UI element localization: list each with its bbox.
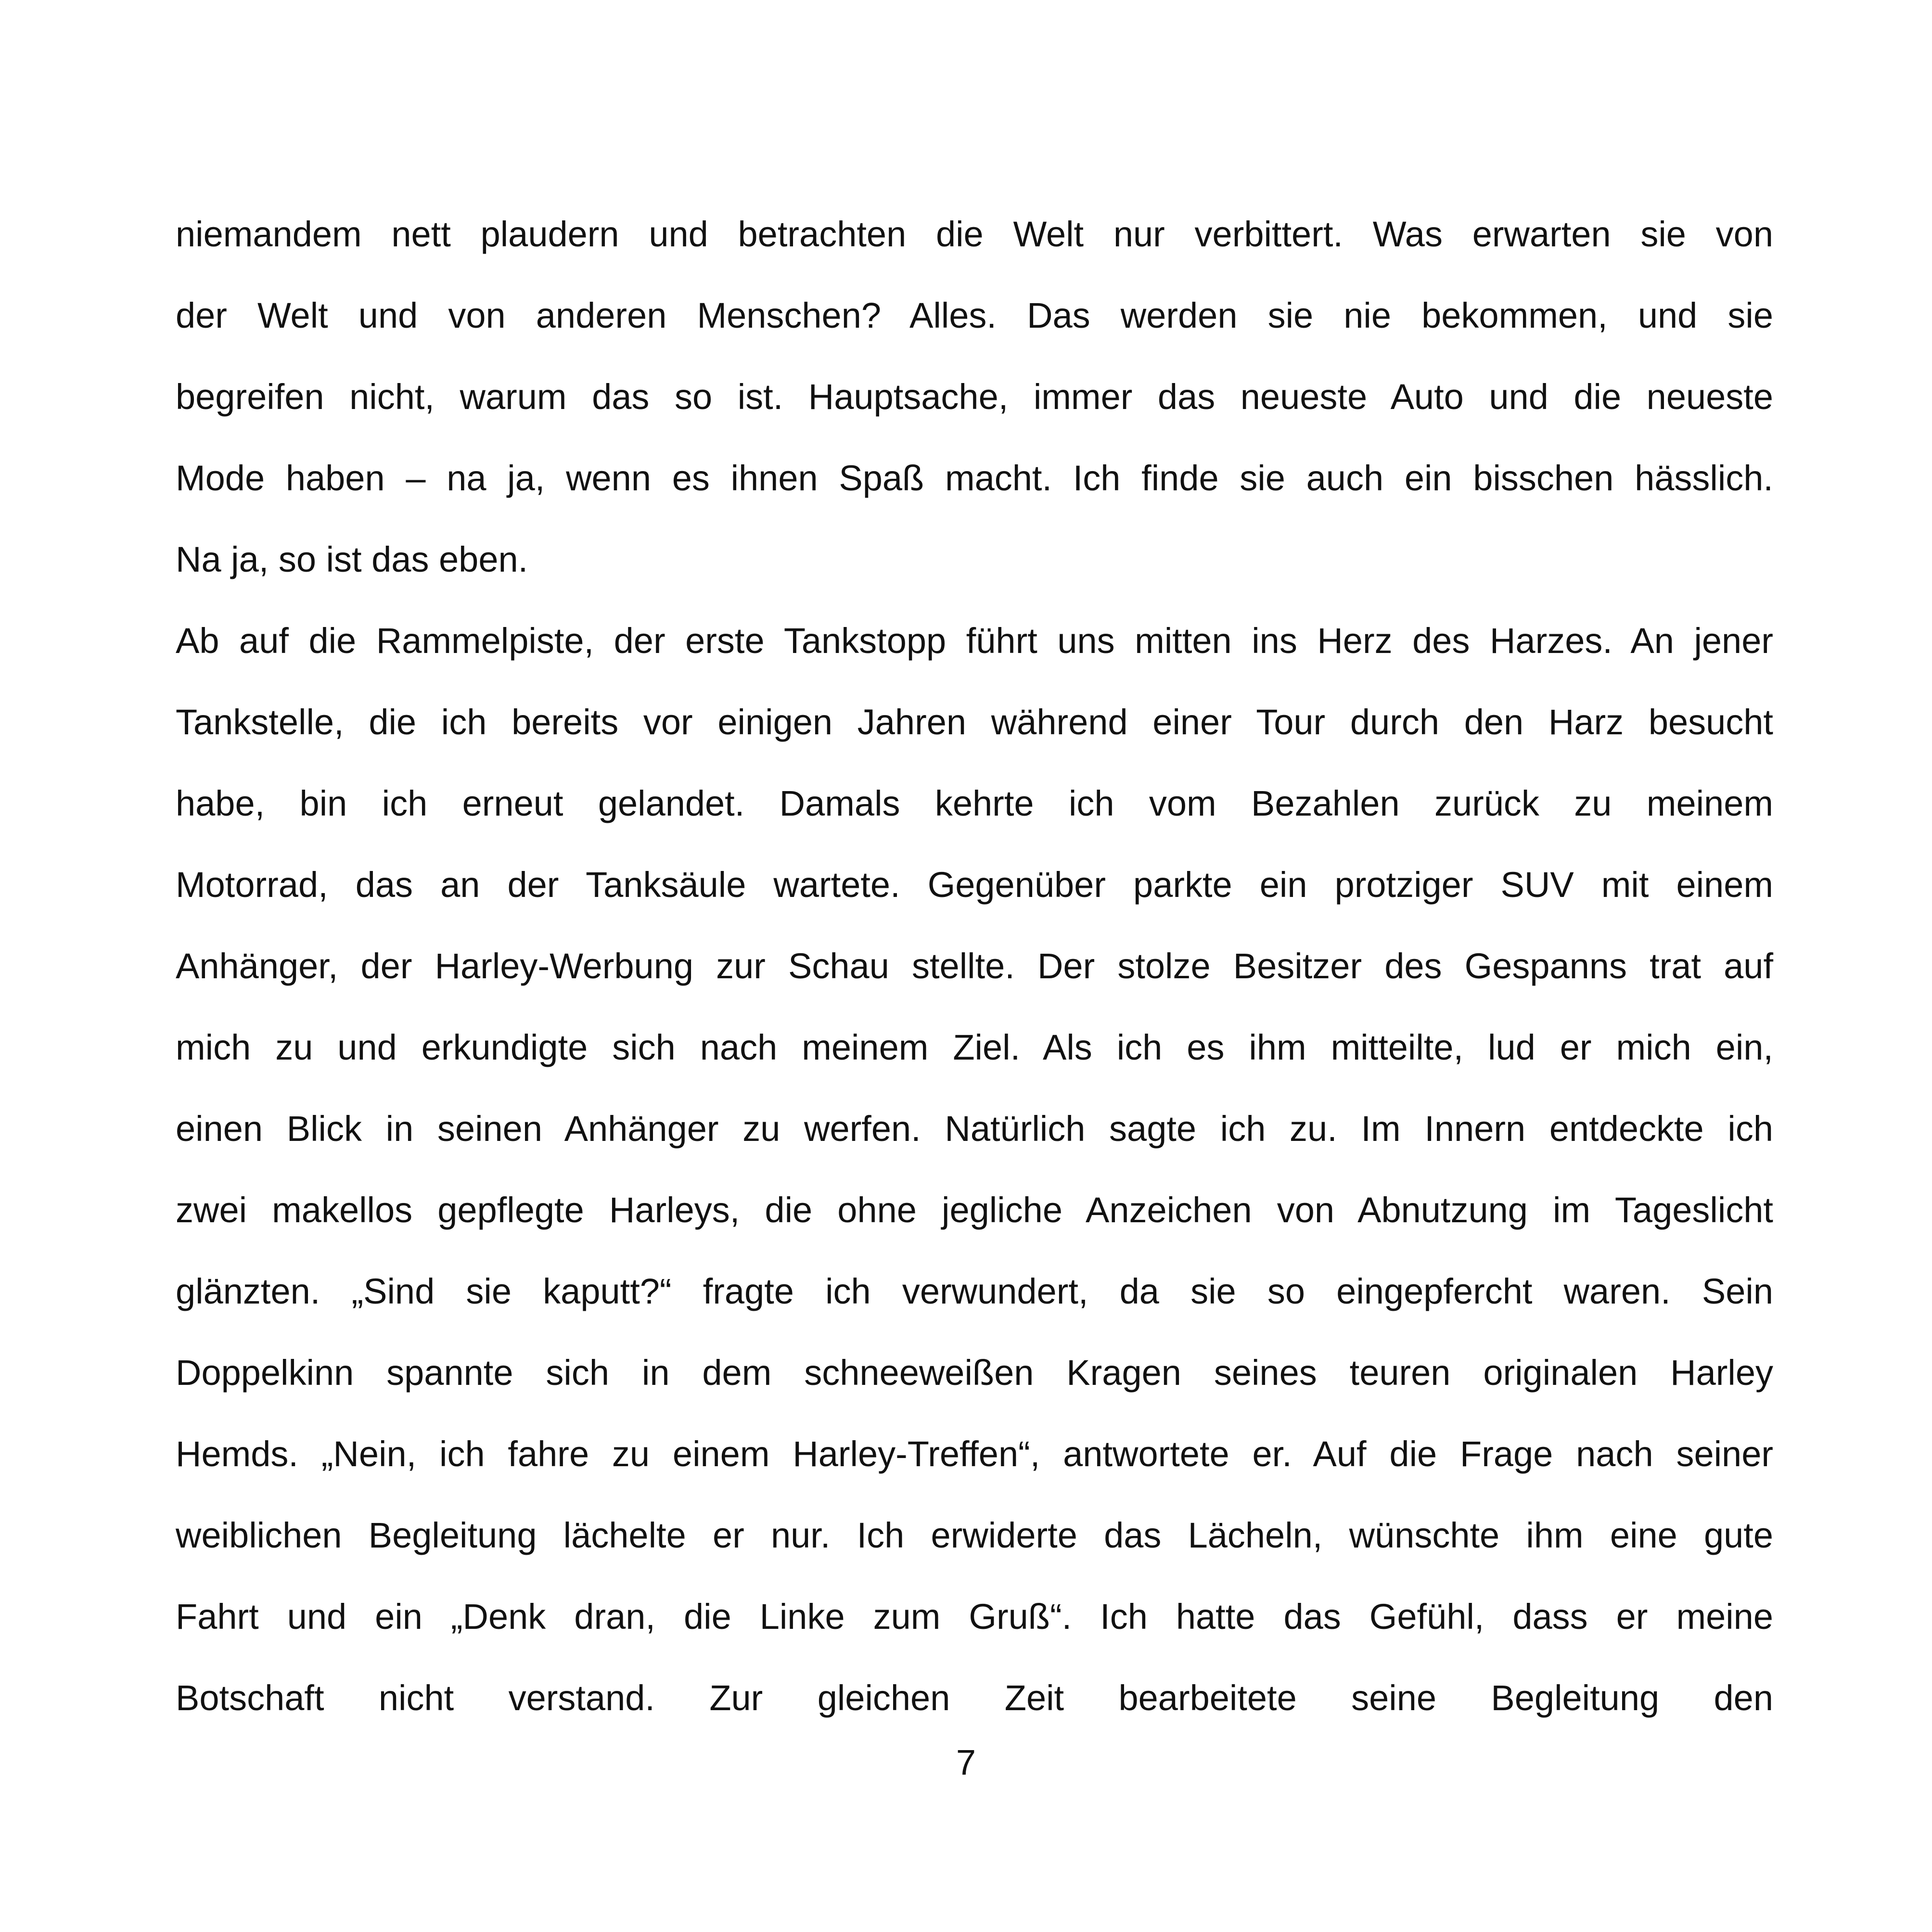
- text-line-8: habe, bin ich erneut gelandet. Damals kehrte ich vom Bezahlen zurück zu meinem: [176, 783, 1773, 823]
- body-text: [176, 193, 1773, 1739]
- text-line-2: der Welt und von anderen Menschen? Alles. Das werden sie nie bekommen, und sie: [176, 295, 1773, 335]
- text-line-10: Anhänger, der Harley-Werbung zur Schau stellte. Der stolze Besitzer des Gespanns trat auf: [176, 946, 1773, 986]
- text-line-1: niemandem nett plaudern und betrachten die Welt nur verbittert. Was erwarten sie von: [176, 214, 1773, 254]
- text-line-15: Doppelkinn spannte sich in dem schneeweißen Kragen seines teuren originalen Harley: [176, 1353, 1773, 1393]
- text-line-7: Tankstelle, die ich bereits vor einigen Jahren während einer Tour durch den Harz besucht: [176, 702, 1773, 742]
- text-line-3: begreifen nicht, warum das so ist. Hauptsache, immer das neueste Auto und die neueste: [176, 377, 1773, 417]
- text-line-13: zwei makellos gepflegte Harleys, die ohne jegliche Anzeichen von Abnutzung im Tageslicht: [176, 1190, 1773, 1230]
- text-line-11: mich zu und erkundigte sich nach meinem Ziel. Als ich es ihm mitteilte, lud er mich ein,: [176, 1027, 1773, 1067]
- text-line-18: Fahrt und ein „Denk dran, die Linke zum Gruß“. Ich hatte das Gefühl, dass er meine: [176, 1597, 1773, 1637]
- text-line-19: Botschaft nicht verstand. Zur gleichen Zeit bearbeitete seine Begleitung den: [176, 1678, 1773, 1718]
- text-line-14: glänzten. „Sind sie kaputt?“ fragte ich verwundert, da sie so eingepfercht waren. Sein: [176, 1271, 1773, 1311]
- text-line-6: Ab auf die Rammelpiste, der erste Tankstopp führt uns mitten ins Herz des Harzes. An jener: [176, 621, 1773, 661]
- text-line-9: Motorrad, das an der Tanksäule wartete. Gegenüber parkte ein protziger SUV mit einem: [176, 865, 1773, 905]
- text-line-16: Hemds. „Nein, ich fahre zu einem Harley-Treffen“, antwortete er. Auf die Frage nach seiner: [176, 1434, 1773, 1474]
- page-number: 7: [956, 1742, 976, 1782]
- text-line-17: weiblichen Begleitung lächelte er nur. Ich erwiderte das Lächeln, wünschte ihm eine gute: [176, 1515, 1773, 1555]
- text-line-12: einen Blick in seinen Anhänger zu werfen. Natürlich sagte ich zu. Im Innern entdeckte ich: [176, 1109, 1773, 1149]
- text-line-5: Na ja, so ist das eben.: [176, 539, 528, 579]
- text-line-4: Mode haben – na ja, wenn es ihnen Spaß macht. Ich finde sie auch ein bisschen hässlich.: [176, 458, 1773, 498]
